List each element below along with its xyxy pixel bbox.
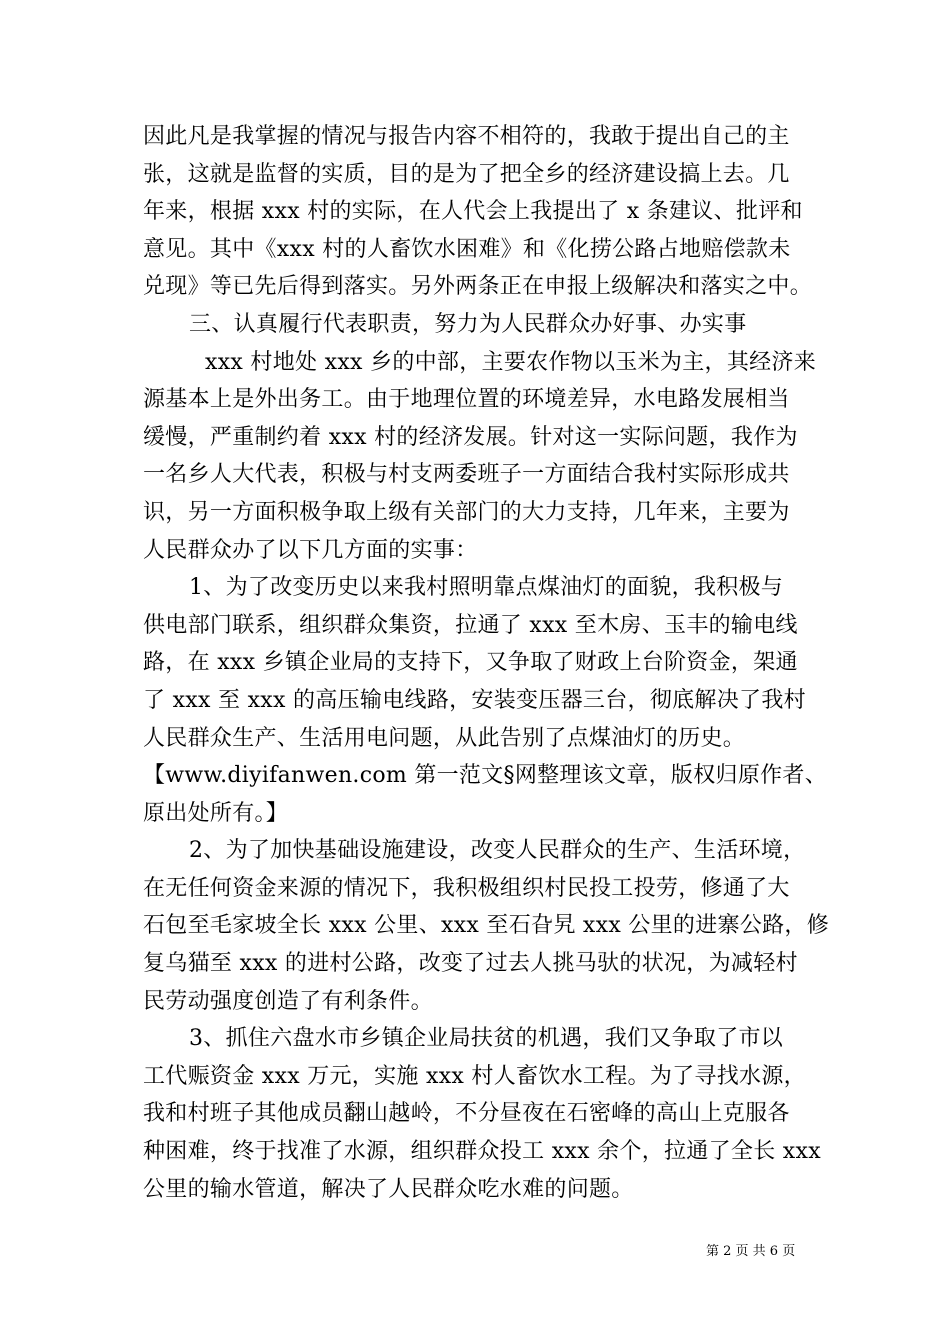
text-line: 工代赈资金 xxx 万元，实施 xxx 村人畜饮水工程。为了寻找水源，	[143, 1063, 806, 1089]
text-line: 人民群众生产、生活用电问题，从此告别了点煤油灯的历史。	[143, 725, 746, 751]
text-line: 民劳动强度创造了有利条件。	[143, 988, 433, 1014]
text-line: 种困难，终于找准了水源，组织群众投工 xxx 余个，拉通了全长 xxx	[143, 1139, 821, 1165]
text-line: 2、为了加快基础设施建设，改变人民群众的生产、生活环境，	[189, 838, 806, 864]
text-line: 在无任何资金来源的情况下，我积极组织村民投工投劳，修通了大	[143, 875, 790, 901]
text-line: 兑现》等已先后得到落实。另外两条正在申报上级解决和落实之中。	[143, 274, 813, 300]
section-heading: 三、认真履行代表职责，努力为人民群众办好事、办实事	[189, 311, 747, 337]
text-line: 路，在 xxx 乡镇企业局的支持下，又争取了财政上台阶资金，架通	[143, 650, 798, 676]
text-line: 年来，根据 xxx 村的实际，在人代会上我提出了 x 条建议、批评和	[143, 199, 803, 225]
document-body	[143, 118, 830, 1208]
text-line: 张，这就是监督的实质，目的是为了把全乡的经济建设搞上去。几	[143, 161, 790, 187]
text-line: 缓慢，严重制约着 xxx 村的经济发展。针对这一实际问题，我作为	[143, 424, 798, 450]
text-line: 一名乡人大代表，积极与村支两委班子一方面结合我村实际形成共	[143, 462, 790, 488]
text-line: 3、抓住六盘水市乡镇企业局扶贫的机遇，我们又争取了市以	[189, 1026, 784, 1052]
text-line: 我和村班子其他成员翻山越岭，不分昼夜在石密峰的高山上克服各	[143, 1101, 790, 1127]
source-note-line: 原出处所有。】	[143, 800, 289, 826]
text-line: 1、为了改变历史以来我村照明靠点煤油灯的面貌，我积极与	[189, 575, 784, 601]
text-line: 意见。其中《xxx 村的人畜饮水困难》和《化捞公路占地赔偿款未	[143, 236, 791, 262]
source-note-line: 【www.diyifanwen.com 第一范文§网整理该文章，版权归原作者、	[143, 763, 828, 789]
text-line: 了 xxx 至 xxx 的高压输电线路，安装变压器三台，彻底解决了我村	[143, 687, 806, 713]
page-number: 第 2 页 共 6 页	[706, 1244, 796, 1259]
text-line: 源基本上是外出务工。由于地理位置的环境差异，水电路发展相当	[143, 387, 790, 413]
text-line: 因此凡是我掌握的情况与报告内容不相符的，我敢于提出自己的主	[143, 124, 790, 149]
text-line: 石包至毛家坡全长 xxx 公里、xxx 至石旮旯 xxx 公里的进寨公路，修	[143, 913, 830, 939]
text-line: xxx 村地处 xxx 乡的中部，主要农作物以玉米为主，其经济来	[205, 349, 817, 375]
text-line: 识，另一方面积极争取上级有关部门的大力支持，几年来，主要为	[143, 499, 790, 525]
text-line: 供电部门联系，组织群众集资，拉通了 xxx 至木房、玉丰的输电线	[143, 612, 798, 638]
text-line: 公里的输水管道，解决了人民群众吃水难的问题。	[143, 1176, 634, 1202]
text-line: 人民群众办了以下几方面的实事：	[143, 537, 478, 563]
text-line: 复乌猫至 xxx 的进村公路，改变了过去人挑马驮的状况，为减轻村	[143, 951, 798, 977]
